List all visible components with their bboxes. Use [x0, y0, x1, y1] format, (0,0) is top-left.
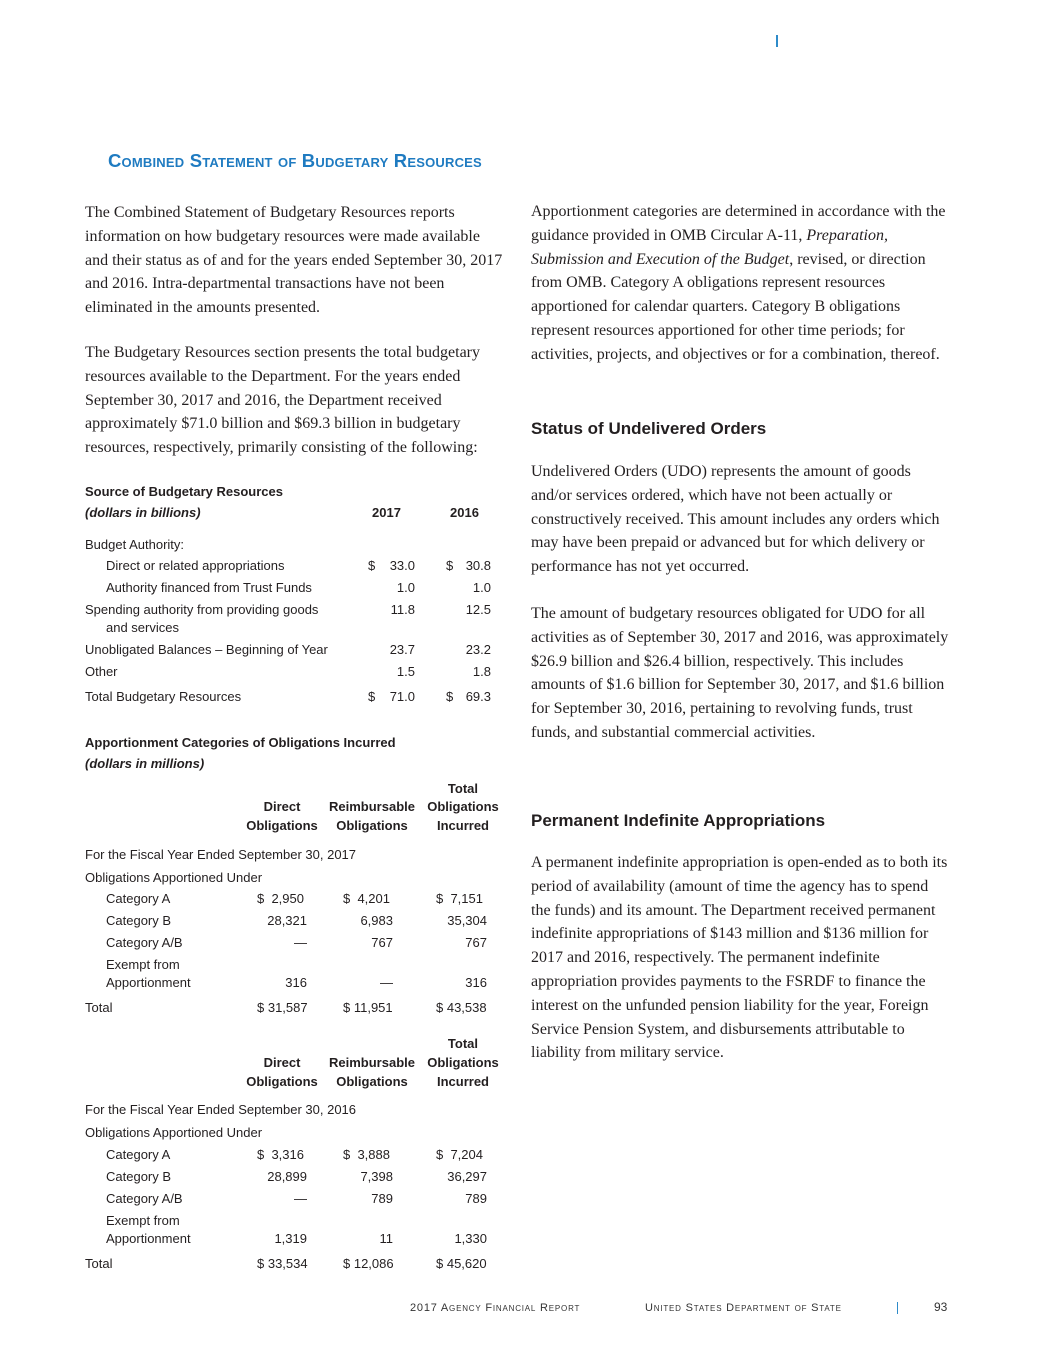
header-direct-obligations: Obligations	[246, 1074, 318, 1089]
row-label: Exempt from	[106, 957, 180, 972]
direct-value: $ 33,534	[257, 1256, 308, 1271]
value-2017: 71.0	[389, 689, 415, 704]
reimbursable-value: $ 3,888	[343, 1147, 390, 1162]
udo-paragraph-1: Undelivered Orders (UDO) represents the amount of goods and/or services ordered, which have not been actually or constructively received. This amount includes any orders which may have been prepaid or advanced but for which delivery or performance has not yet occurred.	[531, 463, 940, 576]
reimbursable-value: $ 12,086	[343, 1256, 394, 1271]
intro-paragraph-2: The Budgetary Resources section presents the total budgetary resources available to the Department. For the years ended September 30, 2017 and 2016, the Department received approximately $71.0 billion and $69.3 billion in budgetary resources, respectively, primarily consisting of the following:	[85, 344, 480, 457]
sources-col-2016: 2016	[450, 505, 479, 520]
pia-paragraph: A permanent indefinite appropriation is open-ended as to both its period of availability (amount of time the agency has to spend the funds) and its amount. The Department received permanent indefinite appropriations of $143 million and $136 million for 2017 and 2016, respectively. The permanent indefinite appropriation provides payments to the FSRDF to finance the interest on the unfunded pension liability for the year, Foreign Service Pension System, and disbursements attributable to liability from military service.	[531, 854, 948, 1062]
header-obligations: Obligations	[427, 1055, 499, 1070]
value-2016: 23.2	[465, 642, 491, 657]
reimbursable-value: —	[380, 975, 393, 990]
value-2017: 23.7	[389, 642, 415, 657]
value-2017: 1.0	[396, 580, 415, 595]
value-2017: 11.8	[390, 602, 415, 617]
apportionment-title: Apportionment Categories of Obligations Incurred	[85, 735, 396, 750]
currency-sign: $	[446, 689, 454, 704]
value-2016: 1.0	[472, 580, 491, 595]
row-label-continued: Apportionment	[106, 975, 191, 990]
reimbursable-value: $ 11,951	[343, 1000, 393, 1015]
sources-table-units: (dollars in billions)	[85, 505, 201, 520]
row-label: Total	[85, 1256, 113, 1271]
direct-value: —	[294, 1191, 307, 1206]
row-label: Category B	[106, 1169, 172, 1184]
row-label: Category A/B	[106, 935, 183, 950]
circular-title: Preparation, Submission and Execution of the Budget	[531, 226, 888, 268]
header-reimbursable: Reimbursable	[329, 799, 415, 814]
value-2017: 1.5	[396, 664, 415, 679]
currency-sign: $	[368, 689, 376, 704]
apportionment-text-a: Apportionment categories are determined in accordance with the guidance provided in OMB Circular A-11,	[531, 203, 946, 244]
currency-sign: $	[368, 558, 376, 573]
total-value: 1,330	[454, 1231, 487, 1246]
row-label: Category A/B	[106, 1191, 183, 1206]
sources-table-title: Source of Budgetary Resources	[85, 484, 283, 499]
reimbursable-value: 7,398	[360, 1169, 393, 1184]
footer-report-title: 2017 Agency Financial Report	[410, 1302, 581, 1314]
total-value: 789	[465, 1191, 487, 1206]
direct-value: 1,319	[274, 1231, 307, 1246]
total-value: $ 45,620	[436, 1256, 487, 1271]
row-label: Total	[85, 1000, 113, 1015]
row-label: Category B	[106, 913, 172, 928]
udo-heading: Status of Undelivered Orders	[531, 419, 767, 438]
value-2017: 33.0	[389, 558, 415, 573]
footer-divider	[897, 1302, 898, 1314]
header-reimbursable-obligations: Obligations	[336, 818, 408, 833]
header-direct: Direct	[263, 1055, 301, 1070]
row-label: Exempt from	[106, 1213, 180, 1228]
header-direct: Direct	[263, 799, 301, 814]
fy2017-label: For the Fiscal Year Ended September 30, 2017	[85, 847, 357, 862]
total-value: 35,304	[447, 913, 487, 928]
total-value: $ 43,538	[436, 1000, 487, 1015]
reimbursable-value: 11	[379, 1231, 393, 1246]
apportionment-units: (dollars in millions)	[85, 756, 205, 771]
direct-value: $ 3,316	[257, 1147, 304, 1162]
page-title: Combined Statement of Budgetary Resources	[108, 150, 482, 171]
value-2016: 30.8	[465, 558, 491, 573]
total-value: $ 7,204	[436, 1147, 483, 1162]
fy2016-label: For the Fiscal Year Ended September 30, 2016	[85, 1102, 357, 1117]
header-obligations: Obligations	[427, 799, 499, 814]
row-label: Spending authority from providing goods	[85, 602, 319, 617]
intro-paragraph-1: The Combined Statement of Budgetary Resources reports information on how budgetary resources were made available and their status as of and for the years ended September 30, 2017 and 2016. Intra-departmental transactions have not been eliminated in the amounts presented.	[85, 204, 503, 317]
header-direct-obligations: Obligations	[246, 818, 318, 833]
reimbursable-value: $ 4,201	[343, 891, 390, 906]
currency-sign: $	[446, 558, 454, 573]
row-label: Category A	[106, 1147, 171, 1162]
direct-value: 316	[285, 975, 307, 990]
header-total: Total	[447, 781, 478, 796]
footer-department: United States Department of State	[645, 1302, 842, 1314]
value-2016: 12.5	[465, 602, 491, 617]
direct-value: $ 2,950	[257, 891, 304, 906]
total-value: $ 7,151	[436, 891, 483, 906]
value-2016: 1.8	[472, 664, 491, 679]
reimbursable-value: 6,983	[360, 913, 393, 928]
header-reimbursable-obligations: Obligations	[336, 1074, 408, 1089]
udo-paragraph-2: The amount of budgetary resources obligated for UDO for all activities as of September 30, 2017 and 2016, was approximately $26.9 billion and $26.4 billion, respectively. This includes amounts of $1.6 billion for September 30, 2017, and $1.6 billion for September 30, 2016, pertaining to revolving funds, trust funds, and substantial commercial activities.	[531, 605, 949, 741]
row-label: Category A	[106, 891, 171, 906]
header-incurred: Incurred	[436, 1074, 489, 1089]
budget-authority-label: Budget Authority:	[85, 537, 185, 552]
direct-value: 28,899	[267, 1169, 307, 1184]
total-value: 767	[465, 935, 487, 950]
row-label: Direct or related appropriations	[106, 558, 285, 573]
pia-heading: Permanent Indefinite Appropriations	[531, 811, 826, 830]
direct-value: $ 31,587	[257, 1000, 308, 1015]
apportionment-paragraph	[531, 200, 949, 367]
reimbursable-value: 767	[371, 935, 393, 950]
row-label-continued: Apportionment	[106, 1231, 191, 1246]
value-2016: 69.3	[465, 689, 491, 704]
fy2016-sub: Obligations Apportioned Under	[85, 1125, 263, 1140]
direct-value: 28,321	[267, 913, 307, 928]
row-label: Other	[85, 664, 118, 679]
apportionment-text-b: , revised, or direction from OMB. Category A obligations represent resources apportioned for calendar quarters. Category B obligations represent resources apportioned for other time periods; for activities, projects, and objectives or for a combination, thereof.	[531, 250, 940, 363]
page-number: 93	[934, 1300, 948, 1314]
row-label: Total Budgetary Resources	[85, 689, 242, 704]
header-incurred: Incurred	[436, 818, 489, 833]
row-label: Authority financed from Trust Funds	[106, 580, 312, 595]
total-value: 36,297	[447, 1169, 487, 1184]
header-divider	[776, 35, 778, 47]
row-label: Unobligated Balances – Beginning of Year	[85, 642, 328, 657]
direct-value: —	[294, 935, 307, 950]
header-total: Total	[447, 1036, 478, 1051]
sources-col-2017: 2017	[372, 505, 401, 520]
row-label-continued: and services	[106, 620, 179, 635]
reimbursable-value: 789	[371, 1191, 393, 1206]
fy2017-sub: Obligations Apportioned Under	[85, 870, 263, 885]
header-reimbursable: Reimbursable	[329, 1055, 415, 1070]
total-value: 316	[465, 975, 487, 990]
